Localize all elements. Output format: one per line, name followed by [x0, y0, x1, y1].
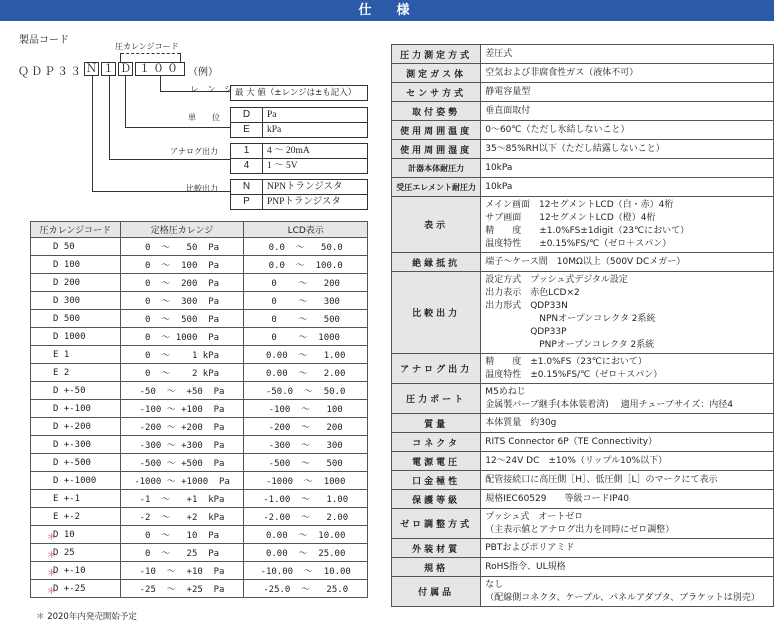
analog-value-v: 1 ～ 5V: [262, 158, 368, 174]
spec-table: [391, 44, 774, 607]
spec-value-line: （配線側コネクタ、ケーブル、パネルアダプタ、ブラケットは別売）: [485, 592, 760, 603]
spec-value: [481, 384, 774, 414]
rated-range-cell: 0 ～ 1 kPa: [120, 346, 244, 364]
range-code-label: 圧カレンジコード: [115, 42, 179, 51]
spec-key: 使用周囲温度: [392, 121, 481, 140]
spec-value-line: プッシュ式 オートゼロ: [485, 511, 584, 522]
spec-value: [481, 83, 774, 102]
range-code-cell: [31, 238, 121, 256]
lcd-cell: 0.00 ～ 10.00: [244, 526, 368, 544]
lcd-cell: 0 ～ 200: [244, 274, 368, 292]
lcd-cell: 0.00 ～ 2.00: [244, 364, 368, 382]
spec-value-line: RITS Connector 6P（TE Connectivity）: [485, 436, 658, 447]
spec-value: [481, 272, 774, 354]
analog-code-4: 4: [230, 158, 263, 174]
range-code: E 1: [53, 349, 70, 360]
lcd-cell: -1000 ～ 1000: [244, 472, 368, 490]
lcd-header: LCD表示: [244, 222, 368, 238]
rated-range-cell: 0 ～ 10 Pa: [120, 526, 244, 544]
spec-row: [392, 140, 774, 159]
range-code: D 50: [53, 241, 75, 252]
spec-value: [481, 140, 774, 159]
range-code: D +-25: [53, 583, 86, 594]
range-code-cell: [31, 418, 121, 436]
spec-value: [481, 452, 774, 471]
spec-value: [481, 433, 774, 452]
lcd-cell: 0.0 ～ 100.0: [244, 256, 368, 274]
spec-value: [481, 253, 774, 272]
range-row: [31, 562, 368, 580]
lcd-cell: -25.0 ～ 25.0: [244, 580, 368, 598]
lcd-cell: 0 ～ 1000: [244, 328, 368, 346]
range-row: [31, 526, 368, 544]
range-code: D +-100: [53, 403, 91, 414]
spec-key: 表示: [392, 197, 481, 253]
lcd-cell: 0.00 ～ 1.00: [244, 346, 368, 364]
spec-value-line: 設定方式 プッシュ式デジタル設定: [485, 274, 628, 285]
spec-value: [481, 45, 774, 64]
rated-range-cell: 0 ～ 1000 Pa: [120, 328, 244, 346]
spec-row: [392, 64, 774, 83]
spec-key: 圧力測定方式: [392, 45, 481, 64]
output-value-pnp: PNPトランジスタ: [262, 194, 368, 210]
spec-value: [481, 121, 774, 140]
rated-range-cell: -50 ～ +50 Pa: [120, 382, 244, 400]
range-code-cell: [31, 526, 121, 544]
spec-row: [392, 178, 774, 197]
range-code-cell: [31, 454, 121, 472]
spec-value: [481, 539, 774, 558]
spec-row: [392, 577, 774, 607]
lcd-cell: -10.00 ～ 10.00: [244, 562, 368, 580]
star-mark: ＊: [47, 568, 57, 579]
range-row: [31, 346, 368, 364]
range-row: [31, 418, 368, 436]
range-code-cell: [31, 292, 121, 310]
range-code-cell: [31, 382, 121, 400]
spec-row: [392, 452, 774, 471]
lcd-cell: -2.00 ～ 2.00: [244, 508, 368, 526]
range-code: D 1000: [53, 331, 86, 342]
range-row: [31, 472, 368, 490]
range-row: [31, 508, 368, 526]
spec-value-line: 静電容量型: [485, 86, 531, 97]
spec-value-line: 温度特性 ±0.15%FS/℃（ゼロ＋スパン）: [485, 369, 663, 380]
spec-value-line: 出力表示 赤色LCD×2: [485, 287, 580, 298]
spec-value-line: （主表示値とアナログ出力を同時にゼロ調整）: [485, 524, 675, 535]
range-code-cell: [31, 472, 121, 490]
spec-value: [481, 471, 774, 490]
spec-value-line: 空気および非腐食性ガス（液体不可）: [485, 67, 639, 78]
spec-row: [392, 509, 774, 539]
range-code: D +-500: [53, 457, 91, 468]
range-code: D 100: [53, 259, 81, 270]
lcd-cell: -50.0 ～ 50.0: [244, 382, 368, 400]
range-row: [31, 328, 368, 346]
output-value-npn: NPNトランジスタ: [262, 179, 368, 195]
spec-key: 絶縁抵抗: [392, 253, 481, 272]
range-code: D +-50: [53, 385, 86, 396]
output-code-p: P: [230, 194, 263, 210]
spec-key: 規格: [392, 558, 481, 577]
range-row: [31, 364, 368, 382]
lcd-cell: 0 ～ 500: [244, 310, 368, 328]
range-row: [31, 580, 368, 598]
rated-range-cell: -500 ～ +500 Pa: [120, 454, 244, 472]
rated-range-cell: 0 ～ 50 Pa: [120, 238, 244, 256]
rated-range-cell: -200 ～ +200 Pa: [120, 418, 244, 436]
range-option: 最 大 値（±レンジは±も記入）: [230, 85, 368, 101]
spec-row: [392, 45, 774, 64]
output-section-label: 比較出力: [186, 184, 218, 193]
spec-value-line: 0～60℃（ただし氷結しないこと）: [485, 124, 630, 135]
spec-row: [392, 197, 774, 253]
unit-code-d: D: [230, 107, 263, 123]
spec-value-line: サブ画面 12セグメントLCD（橙）4桁: [485, 212, 656, 223]
spec-value: [481, 197, 774, 253]
spec-key: センサ方式: [392, 83, 481, 102]
lcd-cell: -1.00 ～ 1.00: [244, 490, 368, 508]
star-mark: ＊: [47, 550, 57, 561]
spec-value-line: RoHS指令、UL規格: [485, 561, 566, 572]
spec-row: [392, 272, 774, 354]
code-box-unit: Ｄ: [120, 62, 131, 75]
spec-value: [481, 577, 774, 607]
rated-range-cell: 0 ～ 500 Pa: [120, 310, 244, 328]
spec-value: [481, 159, 774, 178]
range-row: [31, 238, 368, 256]
range-code-cell: [31, 508, 121, 526]
range-code-cell: [31, 562, 121, 580]
range-code-cell: [31, 544, 121, 562]
spec-key: ゼロ調整方式: [392, 509, 481, 539]
spec-value: [481, 414, 774, 433]
range-code-cell: [31, 274, 121, 292]
spec-value-line: 本体質量 約30g: [485, 417, 557, 428]
code-box-output: Ｎ: [86, 62, 97, 75]
lcd-cell: 0.0 ～ 50.0: [244, 238, 368, 256]
range-code: D +-200: [53, 421, 91, 432]
spec-value-line: 12～24V DC ±10%（リップル10%以下）: [485, 455, 668, 466]
range-row: [31, 256, 368, 274]
lcd-cell: -300 ～ 300: [244, 436, 368, 454]
spec-value-line: 垂直面取付: [485, 105, 531, 116]
spec-value: [481, 102, 774, 121]
spec-key: 口金極性: [392, 471, 481, 490]
range-row: [31, 454, 368, 472]
spec-row: [392, 159, 774, 178]
rated-range-cell: 0 ～ 300 Pa: [120, 292, 244, 310]
range-code-cell: [31, 490, 121, 508]
spec-value-line: メイン画面 12セグメントLCD（白・赤）4桁: [485, 199, 674, 210]
rated-range-cell: -10 ～ +10 Pa: [120, 562, 244, 580]
spec-value-line: 精 度 ±1.0%FS（23℃において）: [485, 356, 647, 367]
spec-row: [392, 121, 774, 140]
spec-value-line: 10kPa: [485, 162, 513, 173]
range-row: [31, 382, 368, 400]
spec-value-line: M5めねじ: [485, 386, 526, 397]
spec-value-line: QDP33P: [485, 326, 567, 337]
spec-key: 電源電圧: [392, 452, 481, 471]
range-code: D +-1000: [53, 475, 97, 486]
spec-value-line: PNPオープンコレクタ 2系統: [485, 339, 655, 350]
unit-value-kpa: kPa: [262, 122, 368, 138]
range-code-cell: [31, 256, 121, 274]
range-code: D 25: [53, 547, 75, 558]
spec-key: 測定ガス体: [392, 64, 481, 83]
analog-section-label: アナログ出力: [170, 147, 218, 156]
star-mark: ＊: [47, 586, 57, 597]
spec-key: 取付姿勢: [392, 102, 481, 121]
rated-range-cell: -100 ～ +100 Pa: [120, 400, 244, 418]
range-row: [31, 436, 368, 454]
range-code: D +-10: [53, 565, 86, 576]
page-title: 仕 様: [0, 0, 774, 21]
rated-range-cell: -300 ～ +300 Pa: [120, 436, 244, 454]
spec-row: [392, 558, 774, 577]
spec-value-line: NPNオープンコレクタ 2系統: [485, 313, 656, 324]
range-row: [31, 490, 368, 508]
range-row: [31, 310, 368, 328]
spec-row: [392, 384, 774, 414]
unit-section-label: 単 位: [188, 113, 220, 122]
range-section-label: レ ン ジ: [190, 85, 233, 95]
unit-value-pa: Pa: [262, 107, 368, 123]
range-code: D 300: [53, 295, 81, 306]
spec-row: [392, 539, 774, 558]
spec-value: [481, 509, 774, 539]
range-code: D 10: [53, 529, 75, 540]
range-code-cell: [31, 436, 121, 454]
lcd-cell: -100 ～ 100: [244, 400, 368, 418]
spec-key: 質量: [392, 414, 481, 433]
spec-value-line: 規格IEC60529 等級コードIP40: [485, 493, 630, 504]
analog-value-ma: 4 ～ 20mA: [262, 143, 368, 159]
spec-value-line: 金属製バーブ継手(本体装着済) 適用チューブサイズ：内径4: [485, 399, 733, 410]
spec-value-line: 出力形式 QDP33N: [485, 300, 568, 311]
spec-key: 受圧エレメント耐圧力: [392, 178, 481, 197]
spec-key: 付属品: [392, 577, 481, 607]
spec-key: コネクタ: [392, 433, 481, 452]
spec-value-line: 端子～ケース間 10MΩ以上（500V DCメガー）: [485, 256, 686, 267]
range-row: [31, 400, 368, 418]
range-row: [31, 274, 368, 292]
code-box-range: １００: [135, 62, 185, 76]
rated-range-cell: 0 ～ 25 Pa: [120, 544, 244, 562]
spec-row: [392, 433, 774, 452]
lcd-cell: -200 ～ 200: [244, 418, 368, 436]
spec-value: [481, 490, 774, 509]
range-table: [30, 221, 368, 598]
rated-range-cell: -1000 ～ +1000 Pa: [120, 472, 244, 490]
model-prefix: ＱＤＰ３３: [18, 65, 83, 78]
range-code: D +-300: [53, 439, 91, 450]
range-code-cell: [31, 400, 121, 418]
spec-value: [481, 558, 774, 577]
range-code: D 200: [53, 277, 81, 288]
spec-key: 保護等級: [392, 490, 481, 509]
rated-range-cell: 0 ～ 200 Pa: [120, 274, 244, 292]
spec-key: 圧力ポート: [392, 384, 481, 414]
product-code-label: 製品コード: [19, 35, 69, 46]
rated-range-cell: -25 ～ +25 Pa: [120, 580, 244, 598]
range-row: [31, 544, 368, 562]
spec-key: アナログ出力: [392, 354, 481, 384]
rated-range-header: 定格圧カレンジ: [120, 222, 244, 238]
range-code: E 2: [53, 367, 70, 378]
spec-value-line: 精 度 ±1.0%FS±1digit（23℃において）: [485, 225, 690, 236]
star-mark: ＊: [47, 532, 57, 543]
unit-code-e: E: [230, 122, 263, 138]
spec-value-line: 配管接続口に高圧側［H］、低圧側［L］のマークにて表示: [485, 474, 718, 485]
range-code: D 500: [53, 313, 81, 324]
spec-row: [392, 253, 774, 272]
spec-row: [392, 354, 774, 384]
range-code: E +-1: [53, 493, 81, 504]
spec-row: [392, 414, 774, 433]
spec-key: 外装材質: [392, 539, 481, 558]
range-code-cell: [31, 580, 121, 598]
spec-value: [481, 64, 774, 83]
lcd-cell: 0.00 ～ 25.00: [244, 544, 368, 562]
range-code-cell: [31, 364, 121, 382]
spec-row: [392, 490, 774, 509]
range-code-cell: [31, 346, 121, 364]
code-box-analog: １: [103, 62, 114, 75]
spec-value-line: なし: [485, 579, 504, 590]
spec-value-line: 温度特性 ±0.15%FS/℃（ゼロ＋スパン）: [485, 238, 672, 249]
spec-value-line: 10kPa: [485, 181, 513, 192]
example-label: （例）: [188, 67, 218, 78]
spec-key: 使用周囲湿度: [392, 140, 481, 159]
spec-value-line: PBTおよびポリアミド: [485, 542, 575, 553]
range-code-cell: [31, 310, 121, 328]
spec-key: 計器本体耐圧力: [392, 159, 481, 178]
analog-code-1: 1: [230, 143, 263, 159]
spec-row: [392, 102, 774, 121]
spec-value: [481, 354, 774, 384]
range-code-header: 圧カレンジコード: [31, 222, 121, 238]
lcd-cell: -500 ～ 500: [244, 454, 368, 472]
spec-row: [392, 471, 774, 490]
range-code: E +-2: [53, 511, 81, 522]
footnote: ＊ 2020年内発売開始予定: [36, 612, 137, 622]
spec-row: [392, 83, 774, 102]
rated-range-cell: 0 ～ 100 Pa: [120, 256, 244, 274]
range-code-cell: [31, 328, 121, 346]
rated-range-cell: -1 ～ +1 kPa: [120, 490, 244, 508]
lcd-cell: 0 ～ 300: [244, 292, 368, 310]
output-code-n: N: [230, 179, 263, 195]
spec-value-line: 35～85%RH以下（ただし結露しないこと）: [485, 143, 665, 154]
range-row: [31, 292, 368, 310]
spec-key: 比較出力: [392, 272, 481, 354]
rated-range-cell: -2 ～ +2 kPa: [120, 508, 244, 526]
spec-value: [481, 178, 774, 197]
spec-value-line: 差圧式: [485, 48, 513, 59]
rated-range-cell: 0 ～ 2 kPa: [120, 364, 244, 382]
